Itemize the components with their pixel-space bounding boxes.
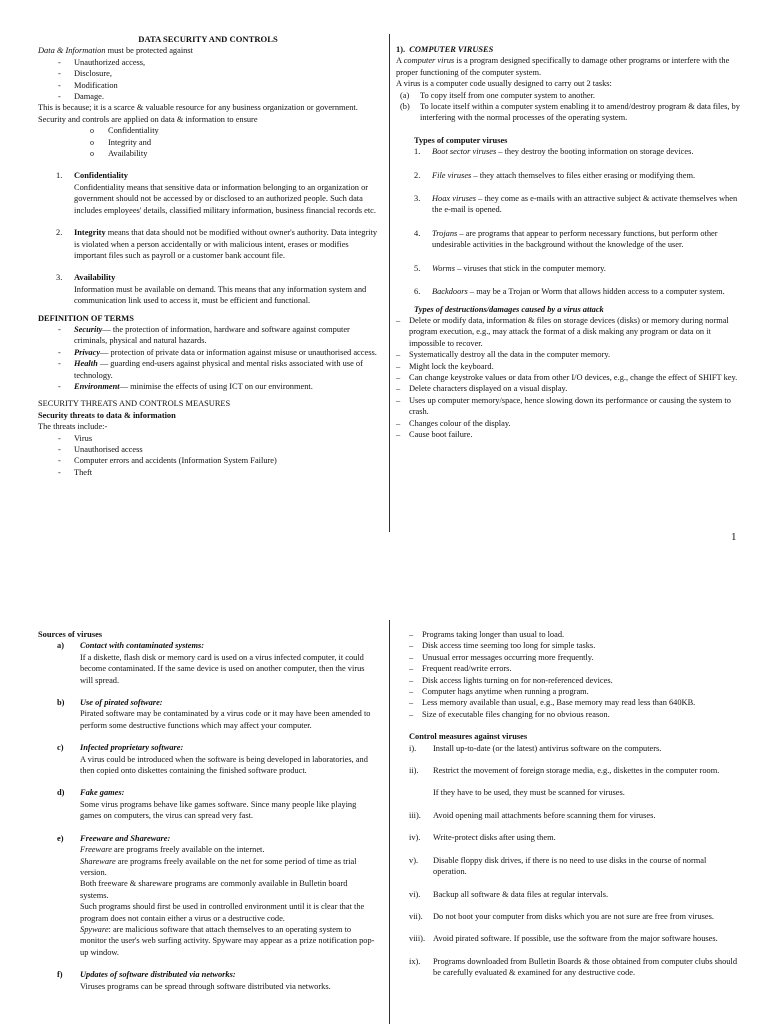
item-text: To locate itself within a computer system enabling it to amend/destroy program & data files, by interfering with the normal processes of the operating system. [420, 102, 740, 123]
list-item [414, 228, 742, 251]
list-item [414, 286, 742, 297]
term: Security [74, 324, 103, 334]
threats-heading: SECURITY THREATS AND CONTROLS MEASURES [38, 399, 231, 409]
item-label: ii). [409, 766, 419, 776]
integrity-section [38, 227, 378, 261]
list-item [409, 933, 739, 944]
list-item: – Might lock the keyboard. [396, 361, 742, 372]
item-title: Contact with contaminated systems: [80, 641, 205, 651]
list-item: – Disk access time seeming too long for simple tasks. [409, 640, 739, 651]
list-item [409, 765, 739, 799]
list-item: o Integrity and [38, 137, 378, 148]
list-item: – Systematically destroy all the data in the computer memory. [396, 349, 742, 360]
damage-heading: Types of destructions/damages caused by a virus attack [414, 304, 604, 314]
item-title: Updates of software distributed via networks: [80, 970, 236, 980]
item-label: b) [57, 698, 65, 708]
list-item [409, 956, 739, 979]
section-heading: Confidentiality [74, 171, 128, 181]
item-label: v). [409, 855, 419, 865]
item-text: – may be a Trojan or Worm that allows hidden access to a computer system. [467, 287, 725, 297]
list-item [414, 146, 742, 157]
item-name: Hoax viruses [432, 194, 476, 204]
section-text: means that data should not be modified without owner's authority. Data integrity is violated when a person accidentally or with malicious intent, erases or modifies important files such as payroll or a customer bank account file. [74, 228, 378, 260]
def-pre: A [396, 56, 404, 66]
item-name: Boot sector viruses [432, 147, 497, 157]
item-label: c) [57, 743, 64, 753]
document-page-2 [0, 620, 768, 1024]
section-number: 1. [56, 171, 63, 181]
item-label: a) [57, 641, 64, 651]
definition-item [38, 358, 378, 381]
item-label: iii). [409, 810, 421, 820]
definition: — guarding end-users against physical and mental risks associated with use of technology. [74, 359, 363, 380]
def-italic: computer virus [403, 56, 455, 66]
term: Freeware [80, 845, 112, 855]
list-item: o Confidentiality [38, 125, 378, 136]
list-item [409, 911, 739, 922]
paragraph: Such programs should first be used in controlled environment until it is clear that the program does not contain either a virus or a destructive code. [80, 902, 365, 923]
list-item [38, 969, 378, 992]
symptoms-list [409, 629, 739, 720]
item-text: Do not boot your computer from disks which you are not sure are free from viruses. [433, 911, 714, 921]
item-title: Infected proprietary software: [80, 743, 184, 753]
item-label: vi). [409, 889, 421, 899]
list-item: – Disk access lights turning on for non-referenced devices. [409, 675, 739, 686]
item-title: Fake games: [80, 788, 125, 798]
document-title: DATA SECURITY AND CONTROLS [138, 34, 278, 44]
item-name: File viruses [432, 170, 472, 180]
item-body: A virus could be introduced when the software is being developed in laboratories, and then copied onto diskettes containing the finished software product. [80, 754, 368, 776]
list-item: – Can change keystroke values or data from other I/O devices, e.g., change the effect of SHIFT key. [396, 372, 742, 383]
sources-heading: Sources of viruses [38, 630, 103, 639]
definition: — minimise the effects of using ICT on our environment. [119, 381, 313, 391]
item-text: Disable floppy disk drives, if there is no need to use disks in the course of normal operation. [433, 855, 707, 877]
item-number: 6. [414, 287, 421, 297]
list-item: - Unauthorized access, [38, 57, 378, 68]
list-item: – Uses up computer memory/space, hence slowing down its performance or causing the system to crash. [396, 395, 742, 418]
item-number: 4. [414, 228, 421, 238]
item-label: viii). [409, 934, 426, 944]
term-text: : are malicious software that attach themselves to an operating system to monitor the user's web surfing activity. Spyware may appear as a prize notification pop-up window. [80, 924, 375, 957]
term-text: are programs freely available on the internet. [111, 845, 265, 855]
tasks-intro: A virus is a computer code usually designed to carry out 2 tasks: [396, 79, 612, 89]
term: Shareware [80, 856, 116, 866]
page1-left-column [38, 34, 378, 478]
list-item [409, 889, 739, 900]
definition: — protection of private data or information against misuse or unauthorised access. [100, 347, 377, 357]
paragraph: Both freeware & shareware programs are commonly available in Bulletin board systems. [80, 879, 348, 900]
item-number: 3. [414, 194, 421, 204]
item-text: – they come as e-mails with an attractive subject & activate themselves when the e-mail is opened. [432, 194, 738, 215]
item-text: Restrict the movement of foreign storage media, e.g., diskettes in the computer room. [433, 766, 720, 776]
threats-intro: The threats include:- [38, 422, 108, 432]
types-heading: Types of computer viruses [414, 135, 508, 145]
term: Health [74, 359, 98, 369]
section-number: 2. [56, 228, 63, 238]
column-divider [389, 620, 390, 1024]
list-item [414, 170, 742, 181]
def-rest: is a program designed specifically to damage other programs or interfere with the proper functioning of the computer system. [396, 56, 730, 77]
goals-list [38, 125, 378, 159]
item-text: – viruses that stick in the computer memory. [454, 263, 606, 273]
list-item: – Computer hags anytime when running a program. [409, 686, 739, 697]
term-text: are programs freely available on the net for some period of time as trial version. [80, 856, 357, 877]
list-item: – Less memory available than usual, e.g., Base memory may read less than 640KB. [409, 697, 739, 708]
list-item [382, 90, 742, 101]
item-label: (b) [400, 102, 410, 112]
section-heading: Integrity [74, 228, 106, 238]
heading-text: COMPUTER VIRUSES [409, 45, 494, 54]
term: Environment [74, 381, 120, 391]
section-number: 3. [56, 273, 63, 283]
list-item [409, 743, 739, 754]
damages-list [396, 315, 742, 440]
threats-subheading: Security threats to data & information [38, 410, 176, 420]
definitions-list [38, 324, 378, 392]
heading-number: 1). [396, 45, 406, 54]
item-label: vii). [409, 911, 423, 921]
item-label: (a) [400, 90, 410, 100]
list-item: o Availability [38, 148, 378, 159]
item-label: i). [409, 743, 417, 753]
item-body: Pirated software may be contaminated by a virus code or it may have been amended to perform some destructive functions which may affect your computer. [80, 709, 371, 730]
intro-italic: Data & Information [38, 46, 106, 56]
types-list [414, 146, 742, 297]
tasks-list [382, 90, 742, 124]
item-number: 1. [414, 147, 421, 157]
term: Privacy [74, 347, 101, 357]
reason-paragraph: This is because; it is a scarce & valuable resource for any business organization or government. Security and controls are applied on data & information to ensure [38, 103, 358, 124]
list-item [409, 832, 739, 843]
controls-list [409, 743, 739, 979]
list-item [38, 833, 378, 958]
item-text: Avoid opening mail attachments before scanning them for viruses. [433, 810, 656, 820]
list-item [38, 742, 378, 776]
protection-list [38, 57, 378, 103]
list-item: - Theft [38, 467, 378, 478]
intro-line [38, 45, 378, 56]
list-item: – Cause boot failure. [396, 429, 742, 440]
term: Spyware [80, 924, 109, 934]
item-text: Install up-to-date (or the latest) antivirus software on the computers. [433, 743, 662, 753]
item-body: Viruses programs can be spread through software distributed via networks. [80, 981, 331, 991]
viruses-heading [396, 44, 742, 55]
section-text: Information must be available on demand. This means that any information system and communication link used to access it, must be efficient and functional. [74, 284, 367, 306]
list-item [409, 855, 739, 878]
list-item: - Modification [38, 80, 378, 91]
confidentiality-section [38, 170, 378, 216]
item-body: Some virus programs behave like games software. Since many people like playing games on computers, the virus can spread very fast. [80, 799, 357, 821]
item-label: f) [57, 970, 63, 980]
item-label: ix). [409, 956, 421, 966]
definition: — the protection of information, hardware and software against computer criminals, physical and natural hazards. [74, 324, 350, 346]
item-number: 5. [414, 263, 421, 273]
section-heading: Availability [74, 273, 116, 283]
list-item: – Frequent read/write errors. [409, 663, 739, 674]
item-text: – are programs that appear to perform necessary functions, but perform other undesirable activities in the background without the knowledge of the user. [432, 228, 718, 250]
list-item [414, 263, 742, 274]
list-item: – Size of executable files changing for no obvious reason. [409, 709, 739, 720]
page-number: 1 [731, 531, 737, 543]
list-item [38, 697, 378, 731]
item-text: Backup all software & data files at regular intervals. [433, 889, 609, 899]
sources-list [38, 640, 378, 992]
page2-right-column [409, 629, 739, 990]
item-text: Programs downloaded from Bulletin Boards & those obtained from computer clubs should be carefully evaluated & examined for any destructive code. [433, 956, 738, 978]
item-text: – they destroy the booting information on storage devices. [496, 147, 694, 157]
page1-right-column [396, 44, 742, 440]
item-text: Avoid pirated software. If possible, use the software from the major software houses. [433, 934, 718, 944]
item-text: To copy itself from one computer system to another. [420, 90, 596, 100]
list-item [382, 101, 742, 124]
availability-section [38, 272, 378, 306]
list-item: - Virus [38, 433, 378, 444]
item-name: Trojans [432, 228, 458, 238]
list-item: – Delete characters displayed on a visual display. [396, 383, 742, 394]
control-heading: Control measures against viruses [409, 732, 528, 742]
list-item [414, 193, 742, 216]
item-title: Freeware and Shareware: [80, 833, 171, 843]
list-item [409, 810, 739, 821]
page2-left-column [38, 629, 378, 1003]
definition-item [38, 324, 378, 347]
section-text: Confidentiality means that sensitive data or information belonging to an organization or government should not be accessed by or disclosed to an authorized people. Such data includes employees' details, classified military information, business financial records etc. [74, 182, 376, 215]
definition-item [38, 347, 378, 358]
list-item: – Unusual error messages occurring more frequently. [409, 652, 739, 663]
item-body: If a diskette, flash disk or memory card is used on a virus infected computer, it could become contaminated. If the same device is used on another computer, then the virus will spread. [80, 652, 365, 685]
item-text: Write-protect disks after using them. [433, 833, 556, 843]
definitions-heading: DEFINITION OF TERMS [38, 313, 134, 323]
list-item [38, 787, 378, 821]
list-item: – Changes colour of the display. [396, 418, 742, 429]
item-extra: If they have to be used, they must be scanned for viruses. [433, 788, 625, 798]
item-text: – they attach themselves to files either erasing or modifying them. [471, 170, 696, 180]
item-label: d) [57, 788, 65, 798]
virus-definition [396, 55, 742, 78]
list-item: - Disclosure, [38, 68, 378, 79]
list-item: - Unauthorised access [38, 444, 378, 455]
list-item: - Computer errors and accidents (Information System Failure) [38, 455, 378, 466]
item-name: Worms [432, 263, 455, 273]
list-item: – Delete or modify data, information & files on storage devices (disks) or memory during normal program execution, e.g., may attack the format of a disk making any program or data on it impossible to recover. [396, 315, 742, 349]
types-section [396, 135, 742, 315]
item-label: iv). [409, 833, 421, 843]
intro-rest: must be protected against [105, 46, 193, 56]
threats-list [38, 433, 378, 479]
item-name: Backdoors [432, 287, 468, 297]
list-item: – Programs taking longer than usual to load. [409, 629, 739, 640]
item-number: 2. [414, 170, 421, 180]
definition-item [38, 381, 378, 392]
list-item [38, 640, 378, 686]
item-title: Use of pirated software: [80, 698, 163, 708]
item-label: e) [57, 833, 64, 843]
list-item: - Damage. [38, 91, 378, 102]
